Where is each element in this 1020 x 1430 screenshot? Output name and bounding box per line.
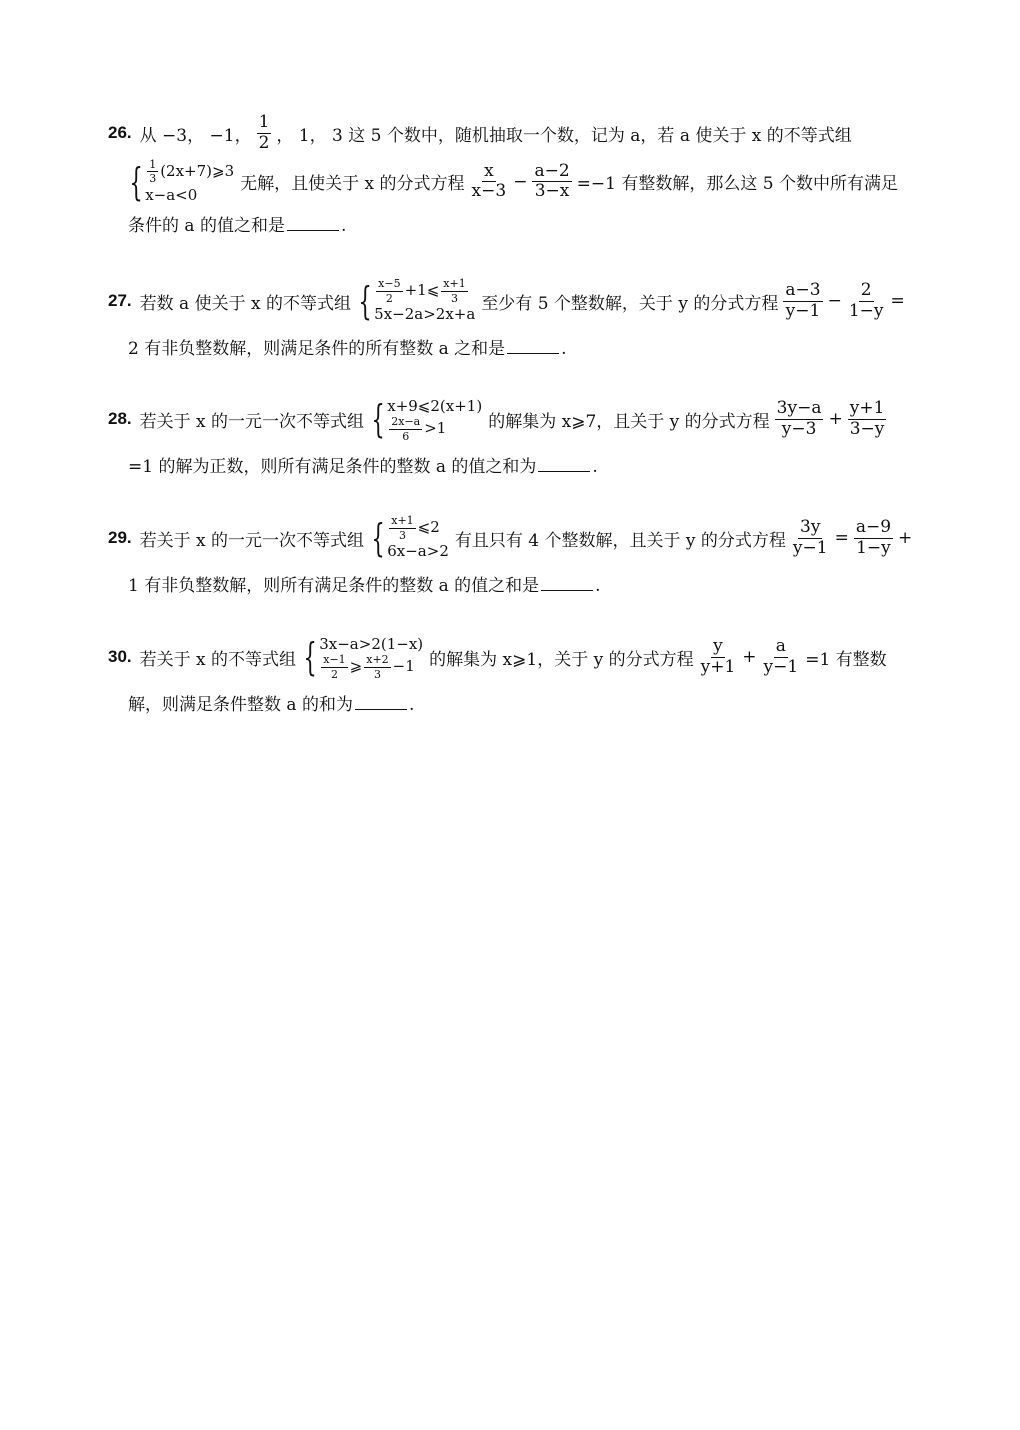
- period: .: [561, 339, 567, 360]
- fraction: [854, 516, 893, 558]
- period: .: [340, 216, 347, 237]
- problem-text: 若关于 x 的不等式组: [139, 649, 297, 670]
- operator: =: [834, 528, 849, 549]
- answer-blank[interactable]: [355, 695, 407, 710]
- answer-blank[interactable]: [538, 457, 590, 472]
- fraction: [775, 397, 824, 439]
- fraction-numerator: 3y−a: [776, 397, 822, 418]
- problem-text: 1 有非负整数解，则所有满足条件的整数 a 的值之和是: [128, 576, 540, 597]
- fraction: [783, 279, 822, 321]
- brace-icon: {: [129, 159, 143, 204]
- fraction: [389, 416, 422, 442]
- system-row-2: [387, 416, 482, 442]
- brace-icon: {: [371, 397, 385, 442]
- fraction: [532, 160, 571, 202]
- system-row-1: [145, 159, 234, 185]
- system-row-1: 3x−a>2(1−x): [319, 635, 424, 653]
- period: .: [592, 457, 598, 478]
- operator: +: [742, 647, 757, 668]
- system-row-1: x+9⩽2(x+1): [387, 397, 483, 415]
- fraction-numerator: y: [713, 635, 723, 656]
- operator: −: [827, 291, 842, 312]
- period: .: [595, 576, 601, 597]
- problem-text: 若关于 x 的一元一次不等式组: [139, 530, 365, 551]
- problem-text: 无解，且使关于 x 的分式方程: [240, 174, 465, 195]
- inequality-system: [353, 278, 475, 324]
- fraction-denominator: 3: [373, 667, 381, 681]
- problem-29-line1: [108, 515, 914, 561]
- operator: =: [890, 291, 905, 312]
- system-row-2: [319, 654, 423, 680]
- fraction: [762, 635, 801, 677]
- problem-number: 28.: [108, 409, 132, 429]
- system-row-2: 6x−a>2: [387, 542, 449, 561]
- fraction-numerator: a−9: [855, 516, 892, 537]
- fraction-denominator: 3−x: [534, 181, 570, 202]
- fraction-numerator: a: [775, 635, 786, 656]
- problem-text: =1 有整数: [805, 649, 887, 670]
- fraction-denominator: 3: [149, 172, 157, 186]
- period: .: [408, 695, 415, 716]
- fraction-denominator: 2: [385, 291, 393, 305]
- fraction-denominator: x−3: [471, 181, 507, 202]
- fraction: [470, 160, 509, 202]
- problem-29-line2: [108, 571, 914, 596]
- fraction-denominator: 3: [398, 528, 406, 542]
- operator: +: [898, 528, 913, 549]
- fraction-numerator: x+1: [443, 277, 466, 290]
- fraction-denominator: 6: [402, 429, 410, 443]
- problem-number: 29.: [108, 528, 132, 548]
- fraction-numerator: 1: [258, 112, 270, 132]
- answer-blank[interactable]: [541, 576, 593, 591]
- problem-text: 若数 a 使关于 x 的不等式组: [139, 293, 351, 314]
- fraction-half: [257, 114, 272, 153]
- fraction: [389, 515, 415, 541]
- problem-28-line1: [108, 396, 914, 442]
- fraction: [791, 516, 830, 558]
- answer-blank[interactable]: [507, 339, 559, 354]
- system-row-2: x−a<0: [145, 185, 198, 204]
- problem-number: 27.: [108, 291, 132, 311]
- brace-icon: {: [358, 279, 372, 324]
- answer-blank[interactable]: [287, 216, 339, 231]
- problem-number: 30.: [108, 647, 132, 667]
- problem-29: [108, 515, 914, 596]
- problem-30-line2: [108, 690, 914, 715]
- problem-text: 2 有非负整数解，则满足条件的所有整数 a 之和是: [128, 339, 506, 360]
- problem-text: =−1 有整数解，那么这 5 个数中所有满足: [576, 174, 898, 195]
- problem-text: 条件的 a 的值之和是: [128, 216, 285, 237]
- fraction-numerator: 2: [860, 279, 872, 300]
- fraction: [376, 278, 402, 304]
- fraction-denominator: 1−y: [856, 537, 891, 558]
- system-row-text: +1⩽: [404, 281, 440, 300]
- fraction-denominator: 1−y: [848, 300, 884, 321]
- fraction-denominator: y−1: [785, 300, 821, 321]
- fraction-denominator: y+1: [700, 656, 736, 677]
- inequality-system: [366, 515, 449, 561]
- fraction-denominator: 2: [330, 667, 338, 681]
- fraction-denominator: 3: [450, 291, 458, 305]
- problem-27: [108, 278, 914, 359]
- fraction-numerator: x−1: [323, 653, 346, 667]
- system-row-2: 5x−2a>2x+a: [374, 305, 476, 324]
- problem-28: [108, 396, 914, 477]
- problem-30: [108, 634, 914, 715]
- problem-27-line2: [108, 334, 914, 359]
- fraction-numerator: 3y: [800, 516, 821, 537]
- problem-30-line1: [108, 634, 914, 680]
- problem-text: =1 的解为正数，则所有满足条件的整数 a 的值之和为: [128, 457, 537, 478]
- fraction-numerator: a−2: [534, 160, 570, 181]
- fraction: [364, 654, 390, 680]
- fraction: [848, 397, 887, 439]
- fraction-denominator: y−1: [763, 656, 799, 677]
- fraction: [847, 279, 886, 321]
- fraction-denominator: 3−y: [849, 418, 885, 439]
- problem-number: 26.: [108, 123, 132, 143]
- fraction-numerator: 1: [149, 157, 157, 171]
- inequality-system: [366, 396, 482, 442]
- problem-26-line2: [108, 159, 914, 205]
- fraction-numerator: x−5: [378, 277, 401, 290]
- problem-text: 若关于 x 的一元一次不等式组: [139, 411, 365, 432]
- problem-26-line3: [108, 211, 914, 236]
- fraction: [441, 278, 467, 304]
- system-row-1: [374, 278, 475, 304]
- system-row-text: (2x+7)⩾3: [160, 161, 235, 180]
- fraction-denominator: y−3: [781, 418, 817, 439]
- system-row-1: [387, 515, 449, 541]
- fraction-numerator: x+1: [391, 514, 414, 527]
- system-row-text: >1: [424, 419, 447, 438]
- inequality-system: [124, 159, 234, 205]
- problem-text: 解，则满足条件整数 a 的和为: [128, 695, 353, 716]
- problem-26: [108, 114, 914, 236]
- fraction-numerator: 2x−a: [391, 415, 421, 429]
- fraction-numerator: x+2: [366, 653, 389, 667]
- operator: +: [828, 409, 843, 430]
- operator: −: [513, 171, 528, 192]
- brace-icon: {: [371, 516, 385, 561]
- system-row-text: ⩽2: [417, 518, 440, 537]
- problem-27-line1: [108, 278, 914, 324]
- problem-28-line2: [108, 452, 914, 477]
- fraction: [699, 635, 738, 677]
- fraction-numerator: a−3: [785, 279, 821, 300]
- fraction-numerator: x: [484, 160, 494, 181]
- system-row-text: −1: [392, 657, 415, 676]
- problem-text: 的解集为 x⩾7，且关于 y 的分式方程: [488, 411, 770, 432]
- problem-text: 从 −3， −1，: [139, 125, 252, 146]
- problem-text: ， 1， 3 这 5 个数中，随机抽取一个数，记为 a，若 a 使关于 x 的不等式组: [276, 125, 852, 146]
- fraction: [147, 159, 158, 185]
- fraction-denominator: y−1: [792, 537, 828, 558]
- problem-26-line1: [108, 114, 914, 153]
- system-row-text: ⩾: [349, 657, 363, 676]
- problem-text: 有且只有 4 个整数解，且关于 y 的分式方程: [454, 530, 786, 551]
- inequality-system: [298, 634, 423, 680]
- brace-icon: {: [303, 635, 317, 680]
- fraction: [321, 654, 347, 680]
- fraction-denominator: 2: [258, 132, 270, 153]
- fraction-numerator: y+1: [849, 397, 885, 418]
- problem-text: 至少有 5 个整数解，关于 y 的分式方程: [481, 293, 779, 314]
- problem-text: 的解集为 x⩾1，关于 y 的分式方程: [429, 649, 694, 670]
